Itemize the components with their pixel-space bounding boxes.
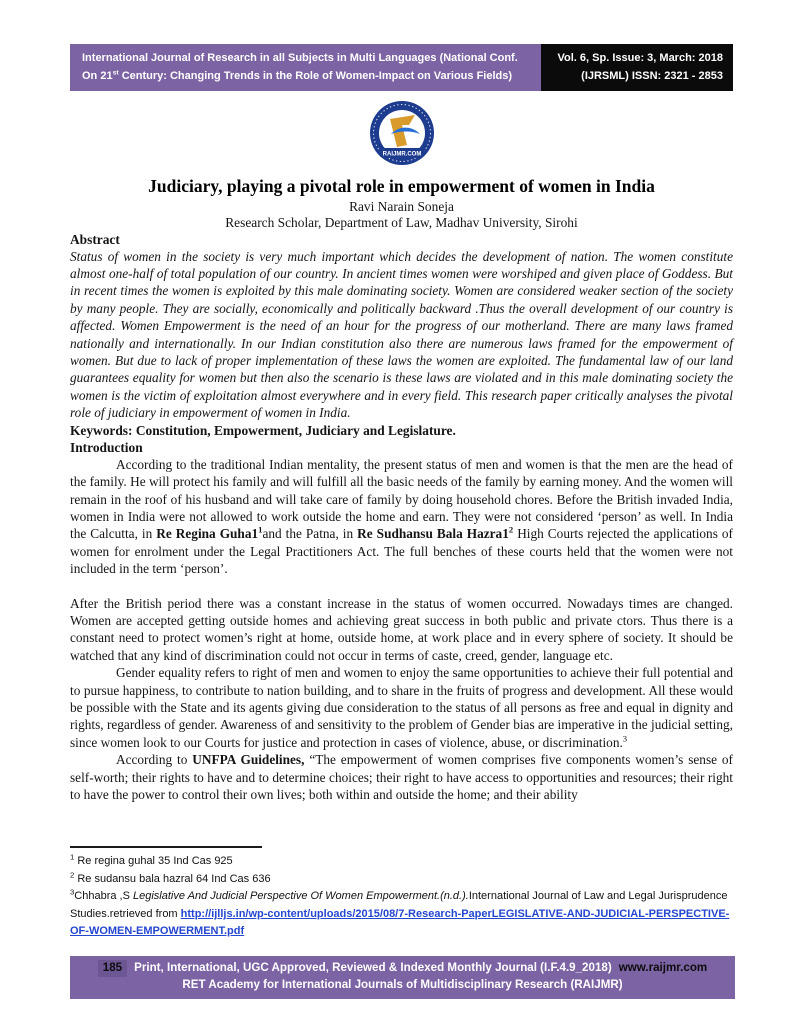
footnote-3: $^3$Chhabra ,S Legislative And Judicial Perspective Of Women Empowerment.(n.d.).International Journal of Law and Legal Jurisprudence Studies.retrieved from http://ijlljs.in/wp-content/uploads/2015/08/7-Research-PaperLEGISLATIVE-AND-JUDICIAL-PERSPECTIVE-OF-WOMEN-EMPOWERMENT.pdf bbox=[70, 887, 730, 938]
footer-bar bbox=[70, 956, 735, 999]
footnote-1: $^1$ Re regina guhal 35 Ind Cas 925 bbox=[70, 852, 233, 867]
footnote-separator bbox=[70, 846, 262, 848]
page-header bbox=[70, 44, 733, 91]
raijmr-logo-icon bbox=[369, 100, 435, 166]
footer-line-1 bbox=[74, 960, 731, 977]
paragraph-introduction-4: According to UNFPA Guidelines, “The empowerment of women comprises five components women’s sense of self-worth; their rights to have and to determine choices; their right to have access to opportunities and resources; their right to have the power to control their own lives; both within and outside the home; and their ability bbox=[70, 752, 733, 802]
paragraph-introduction-3: Gender equality refers to right of men and women to enjoy the same opportunities to achieve their full potential and to pursue happiness, to contribute to nation building, and to share in the fruits of progress and development. All these would be possible with the State and its agents giving due consideration to the status of all persons as free and equal in dignity and rights, regardless of gender. Awareness of and sensitivity to the problem of Gender bias are imperative in the judicial setting, since women look to our Courts for justice and protection in cases of violence, abuse, or discrimination.$^3$ bbox=[70, 665, 733, 750]
logo-text: RAIJMR.COM bbox=[382, 151, 421, 158]
issue-volume: Vol. 6, Sp. Issue: 3, March: 2018 bbox=[557, 52, 723, 64]
author-affiliation: Research Scholar, Department of Law, Madhav University, Sirohi bbox=[225, 214, 578, 230]
footnote-url-link[interactable]: http://ijlljs.in/wp-content/uploads/2015/08/7-Research-PaperLEGISLATIVE-AND-JUDICIAL-PERSPECTIVE-OF-WOMEN-EMPOWERMENT.pdf bbox=[70, 907, 730, 938]
footnotes-section bbox=[70, 846, 733, 941]
journal-title: International Journal of Research in all Subjects in Multi Languages (National Conf. On 21st Century: Changing Trends in the Role of Women-Impact on Various Fields) bbox=[82, 52, 518, 82]
logo-row bbox=[70, 100, 733, 171]
paragraph-introduction-1: According to the traditional Indian mentality, the present status of men and women is that the men are the head of the family. He will protect his family and will fulfill all the basic needs of the family by earning money. And the women will remain in the roof of his husband and will take care of family by doing household chores. Before the British invaded India, women in India were not allowed to work outside the home and earn. They were not considered ‘person’ as well. In India the Calcutta, in Re Regina $Guha1^1and$ the Patna, in Re Sudhansu Bala $Hazra1^2$ High Courts rejected the applications of women for enrolment under the Legal Practitioners Act. The full benches of these courts held that the women were not included in the term ‘person’. bbox=[70, 456, 733, 577]
abstract-heading: Abstract bbox=[70, 231, 120, 247]
keywords-line: Keywords: Constitution, Empowerment, Judiciary and Legislature. bbox=[70, 422, 456, 438]
journal-title-box bbox=[70, 44, 541, 91]
paragraph-introduction-2: After the British period there was a constant increase in the status of women occurred. Nowadays times are changed. Women are accepted getting outside homes and achieving great success in both public and private ctors. Thus there is a constant need to protect women’s right at home, outside home, at work place and in every sphere of society. It should be watched that any kind of discrimination could not occur in terms of caste, creed, gender, language etc. bbox=[70, 595, 733, 663]
author-name: Ravi Narain Soneja bbox=[349, 198, 454, 214]
footer-site-url: www.raijmr.com bbox=[618, 961, 708, 974]
issue-issn: (IJRSML) ISSN: 2321 - 2853 bbox=[581, 69, 723, 82]
abstract-text: Status of women in the society is very much important which decides the development of nation. The women constitute almost one-half of total population of our country. In ancient times women were worshiped and given place of Goddess. But in recent times the women is exploited by this male dominating society. Women are considered weaker section of the society by many people. They are socially, economically and politically backward .Thus the overall development of our country is affected. Women Empowerment is the need of an hour for the progress of our motherland. There are many laws framed nationally and internationally. In our Indian constitution also there are numerous laws framed for the empowerment of women. But due to lack of proper implementation of these laws the women are exploited. The fundamental law of our land guarantees equality for women but then also the scenario is these laws are violated and in this male dominating society the women is the victim of exploitation almost everywhere and in every field. This research paper critically analyses the pivotal role of judiciary in empowerment of women in India. bbox=[70, 248, 733, 421]
footnote-2: $^2$ Re sudansu bala hazral 64 Ind Cas 636 bbox=[70, 869, 271, 885]
footer-line-2: RET Academy for International Journals of Multidisciplinary Research (RAIJMR) bbox=[182, 977, 623, 991]
page-number: 185 bbox=[98, 960, 127, 977]
issue-info-box bbox=[541, 44, 733, 91]
introduction-heading: Introduction bbox=[70, 439, 143, 455]
footer-journal-info: Print, International, UGC Approved, Reviewed & Indexed Monthly Journal (I.F.4.9_2018) bbox=[134, 961, 612, 974]
page-title: Judiciary, playing a pivotal role in empowerment of women in India bbox=[148, 175, 655, 196]
